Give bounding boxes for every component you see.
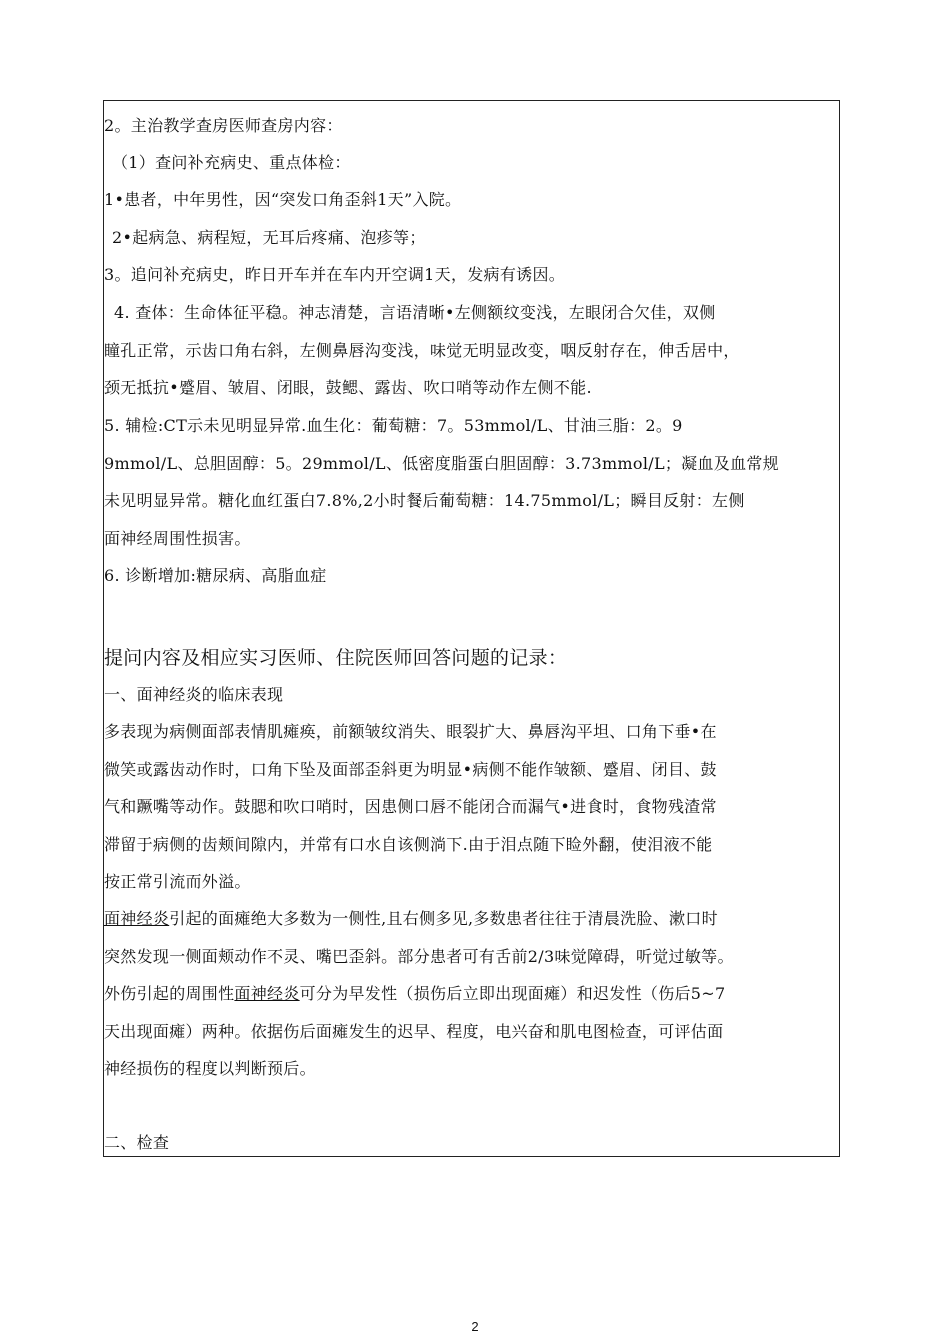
exam-line-3: 颈无抵抗•蹙眉、皱眉、闭眼，鼓鳃、露齿、吹口哨等动作左侧不能. [104,378,592,397]
auxiliary-exam-line-1: 5. 辅检:CT示未见明显异常.血生化：葡萄糖：7。53mmol/L、甘油三脂：2。9 [104,416,683,435]
auxiliary-exam-line-4: 面神经周围性损害。 [104,529,251,548]
diagnosis-line: 6. 诊断增加:糖尿病、高脂血症 [104,566,327,585]
answer-1-line-4: 滞留于病侧的齿颊间隙内，并常有口水自该侧淌下.由于泪点随下睑外翻，使泪液不能 [104,835,713,854]
answer-2-line-3 [104,984,838,1004]
answer-1-line-2: 微笑或露齿动作时，口角下坠及面部歪斜更为明显•病侧不能作皱额、蹙眉、闭目、鼓 [104,760,717,779]
facial-neuritis-term: 面神经炎 [104,909,170,928]
answer-2-line-5: 神经损伤的程度以判断预后。 [104,1059,316,1078]
supplementary-history-subheading: （1）查问补充病史、重点体检： [112,153,351,172]
exam-line-1: 4. 查体：生命体征平稳。神志清楚，言语清晰•左侧额纹变浅，左眼闭合欠佳，双侧 [114,303,716,322]
answer-2-line-3-prefix: 外伤引起的周围性 [104,984,235,1003]
facial-neuritis-term: 面神经炎 [234,984,300,1003]
answer-1-line-5: 按正常引流而外溢。 [104,872,251,891]
question-2-heading: 二、检查 [104,1133,170,1152]
history-item-1: 1•患者，中年男性，因“突发口角歪斜1天”入院。 [104,190,462,209]
answer-2-line-1 [104,909,838,929]
history-item-3: 3。追问补充病史，昨日开车并在车内开空调1天，发病有诱因。 [104,265,566,284]
history-item-2: 2•起病急、病程短，无耳后疼痛、泡疹等； [112,228,426,247]
answer-2-line-2: 突然发现一侧面颊动作不灵、嘴巴歪斜。部分患者可有舌前2/3味觉障碍，听觉过敏等。 [104,947,734,966]
answer-2-line-1-text: 引起的面瘫绝大多数为一侧性,且右侧多见,多数患者往往于清晨洗脸、漱口时 [169,909,718,928]
exam-line-2: 瞳孔正常，示齿口角右斜，左侧鼻唇沟变浅，味觉无明显改变，咽反射存在，伸舌居中， [104,341,740,360]
answer-2-line-4: 天出现面瘫）两种。依据伤后面瘫发生的迟早、程度，电兴奋和肌电图检查，可评估面 [104,1022,724,1041]
rounds-content-heading: 2。主治教学查房医师查房内容： [104,116,343,135]
answer-1-line-1: 多表现为病侧面部表情肌瘫痪，前额皱纹消失、眼裂扩大、鼻唇沟平坦、口角下垂•在 [104,722,717,741]
question-1-heading: 一、面神经炎的临床表现 [104,685,284,704]
auxiliary-exam-line-2: 9mmol/L、总胆固醇：5。29mmol/L、低密度脂蛋白胆固醇：3.73mmol/L；凝血及血常规 [104,454,779,473]
page-number: 2 [471,1319,479,1334]
auxiliary-exam-line-3: 未见明显异常。糖化血红蛋白7.8%,2小时餐后葡萄糖：14.75mmol/L；瞬目反射：左侧 [104,491,745,510]
qa-record-title: 提问内容及相应实习医师、住院医师回答问题的记录： [104,647,568,669]
answer-2-line-3-text: 可分为早发性（损伤后立即出现面瘫）和迟发性（伤后5~7 [299,984,726,1003]
answer-1-line-3: 气和蹶嘴等动作。鼓腮和吹口哨时，因患侧口唇不能闭合而漏气•进食时，食物残渣常 [104,797,717,816]
